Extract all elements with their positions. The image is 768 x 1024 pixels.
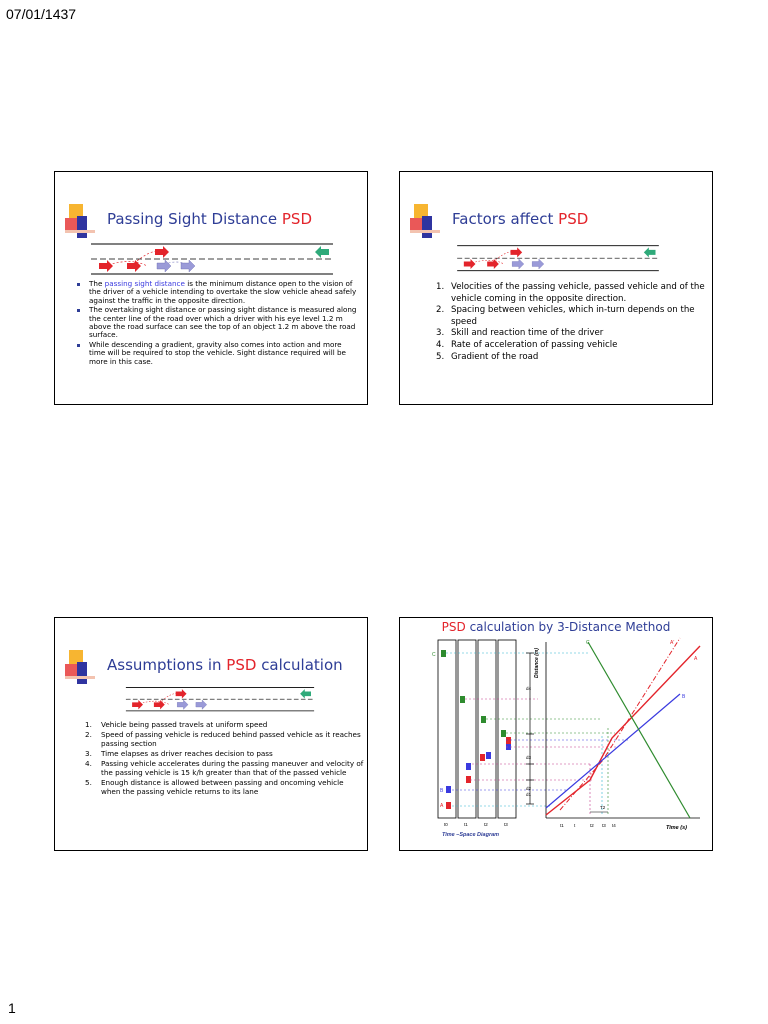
passed-vehicle-arrow-icon (157, 260, 171, 272)
svg-text:t2: t2 (590, 823, 594, 828)
list-item: 3. Time elapses as driver reaches decision to pass (85, 748, 273, 758)
svg-text:t3: t3 (602, 823, 606, 828)
diagram-caption: Time –Space Diagram (442, 832, 500, 838)
slide-factors (399, 171, 713, 405)
list-item: 2. Spacing between vehicles, which in-turn depends on the speed (436, 305, 695, 327)
svg-text:t: t (574, 823, 576, 828)
opposing-vehicle-arrow-icon (315, 246, 329, 258)
title-text-post: calculation (256, 656, 343, 674)
slide-passing-sight-distance (54, 171, 368, 405)
list-item: 4. Passing vehicle accelerates during the passing maneuver and velocity of the passing vehicle is 15 k/h greater than that of the passed vehicle (85, 758, 364, 777)
svg-text:t3: t3 (504, 822, 508, 827)
slide-logo-icon (65, 650, 93, 684)
title-highlight: PSD (441, 620, 466, 634)
svg-text:t4: t4 (612, 823, 616, 828)
label-d1: d1 (526, 792, 532, 797)
page-number: 1 (8, 1000, 16, 1016)
label-d2: d2 (526, 786, 532, 791)
assumptions-list (85, 720, 365, 797)
bullet-list (75, 280, 360, 367)
passing-vehicle-arrow-icon (464, 259, 476, 269)
bullet-item: The passing sight distance is the minimum distance open to the vision of the driver of a vehicle intending to overtake the slow vehicle ahead safely against the traffic in the opposite direction. (75, 280, 360, 305)
slide-assumptions (54, 617, 368, 851)
label-a-line: A (694, 656, 698, 662)
passing-vehicle-line (546, 646, 700, 815)
road-overtaking-illustration (91, 242, 333, 278)
title-text: Assumptions in (107, 656, 227, 674)
svg-text:t1: t1 (464, 822, 468, 827)
label-a: A (440, 803, 444, 809)
slide-logo-icon (410, 204, 438, 238)
title-highlight: PSD (558, 210, 589, 228)
list-item: 5. Enough distance is allowed between passing and oncoming vehicle when the passing vehicle returns to its lane (85, 777, 344, 796)
label-d3: d3 (526, 755, 532, 760)
passing-vehicle-arrow-icon (132, 700, 143, 709)
passing-vehicle-alt-line (560, 638, 680, 810)
time-tick-labels (560, 823, 616, 828)
list-item: 1. Vehicle being passed travels at uniform speed (85, 720, 268, 729)
title-text: Passing Sight Distance (107, 210, 282, 228)
x-axis-label: Time (s) (666, 825, 687, 831)
road-overtaking-illustration (444, 244, 672, 274)
list-item: 5. Gradient of the road (436, 351, 539, 362)
label-t2: T2 (600, 805, 606, 810)
slide-3-distance-method (399, 617, 713, 851)
road-overtaking-illustration (111, 686, 329, 714)
slide-logo-icon (65, 204, 93, 238)
opposing-vehicle-arrow-icon (644, 247, 656, 257)
slide-title (107, 656, 343, 674)
label-d4: d4 (526, 686, 532, 691)
bullet-item: The overtaking sight distance or passing sight distance is measured along the center line of the road over which a driver with his eye level 1.2 m above the road surface can see the top of an object 1.2 m above the road surface. (75, 306, 360, 340)
label-b: B (440, 788, 444, 794)
title-text: Factors affect (452, 210, 559, 228)
label-c-line: C (586, 640, 590, 646)
list-item: 4. Rate of acceleration of passing vehicle (436, 339, 618, 350)
passed-vehicle-arrow-icon (177, 700, 188, 709)
bullet-item: While descending a gradient, gravity also comes into action and more time will be required to stop the vehicle. Sight distance required will be more in this case. (75, 341, 360, 366)
passed-vehicle-line (546, 694, 680, 808)
label-c: C (432, 652, 436, 658)
passed-vehicle-arrow-icon (512, 259, 524, 269)
svg-text:t2: t2 (484, 822, 488, 827)
opposing-vehicle-arrow-icon (300, 689, 311, 698)
passing-vehicle-arrow-icon (99, 260, 113, 272)
title-highlight: PSD (281, 210, 313, 228)
svg-text:t1: t1 (560, 823, 564, 828)
label-b-line: B (682, 694, 686, 700)
slide-title (107, 210, 312, 228)
opposing-vehicle-line (588, 642, 690, 818)
strip-labels (444, 822, 508, 827)
svg-text:t0: t0 (444, 822, 448, 827)
list-item: 1. Velocities of the passing vehicle, passed vehicle and of the vehicle coming in the opposite direction. (436, 282, 705, 304)
list-item: 2. Speed of passing vehicle is reduced behind passed vehicle as it reaches passing section (85, 729, 361, 748)
slide-title (452, 210, 588, 228)
factors-list (436, 282, 706, 363)
title-highlight: PSD (226, 656, 257, 674)
header-date: 07/01/1437 (6, 6, 77, 22)
title-text-post: calculation by 3-Distance Method (465, 620, 671, 634)
label-a-prime: A' (670, 640, 675, 646)
y-axis-label: Distance (m) (534, 647, 540, 678)
time-space-diagram (400, 618, 712, 850)
term-passing-sight-distance: passing sight distance (104, 279, 185, 288)
list-item: 3. Skill and reaction time of the driver (436, 328, 604, 339)
